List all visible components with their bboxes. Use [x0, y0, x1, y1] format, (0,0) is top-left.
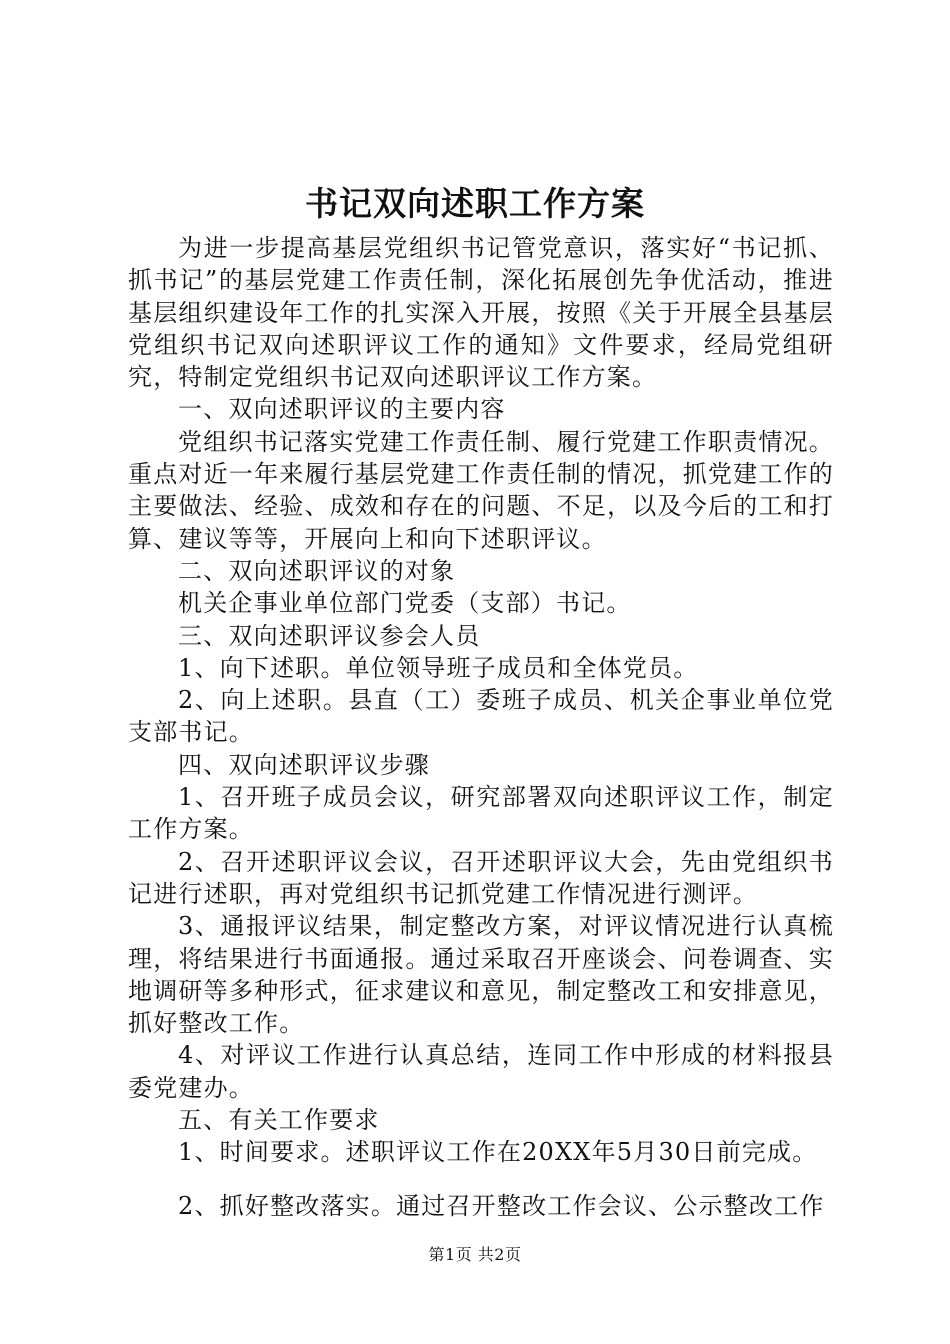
- list-item-upward: 2、向上述职。县直（工）委班子成员、机关企事业单位党支部书记。: [128, 686, 834, 747]
- step-item-2: 2、召开述职评议会议，召开述职评议大会，先由党组织书记进行述职，再对党组织书记抓党建工作情况进行测评。: [128, 847, 834, 908]
- section-heading-4: 四、双向述职评议步骤: [178, 750, 430, 779]
- section-heading-1: 一、双向述职评议的主要内容: [178, 395, 506, 424]
- step-item-3: 3、通报评议结果，制定整改方案，对评议情况进行认真梳理，将结果进行书面通报。通过采取召开座谈会、问卷调查、实地调研等多种形式，征求建议和意见，制定整改工和安排意见，抓好整改工作。: [128, 912, 834, 1038]
- step-item-4: 4、对评议工作进行认真总结，连同工作中形成的材料报县委党建办。: [128, 1041, 834, 1102]
- paragraph-content: 党组织书记落实党建工作责任制、履行党建工作职责情况。重点对近一年来履行基层党建工作责任制的情况，抓党建工作的主要做法、经验、成效和存在的问题、不足，以及今后的工和打算、建议等等，开展向上和向下述职评议。: [128, 427, 834, 553]
- section-heading-3: 三、双向述职评议参会人员: [178, 621, 481, 650]
- requirement-item-2: 2、抓好整改落实。通过召开整改工作会议、公示整改工作: [178, 1191, 825, 1220]
- paragraph-target: 机关企事业单位部门党委（支部）书记。: [178, 589, 632, 618]
- page-number: 第1页 共2页: [428, 1245, 522, 1264]
- list-item-downward: 1、向下述职。单位领导班子成员和全体党员。: [178, 653, 699, 682]
- requirement-item-1: 1、时间要求。述职评议工作在20XX年5月30日前完成。: [178, 1138, 818, 1167]
- document-title: 书记双向述职工作方案: [305, 184, 645, 223]
- paragraph-intro: 为进一步提高基层党组织书记管党意识，落实好“书记抓、抓书记”的基层党建工作责任制，深化拓展创先争优活动，推进基层组织建设年工作的扎实深入开展，按照《关于开展全县基层党组织书记双向述职评议工作的通知》文件要求，经局党组研究，特制定党组织书记双向述职评议工作方案。: [128, 234, 834, 392]
- section-heading-5: 五、有关工作要求: [178, 1106, 380, 1135]
- section-heading-2: 二、双向述职评议的对象: [178, 556, 456, 585]
- step-item-1: 1、召开班子成员会议，研究部署双向述职评议工作，制定工作方案。: [128, 783, 834, 844]
- document-body: [128, 232, 834, 1222]
